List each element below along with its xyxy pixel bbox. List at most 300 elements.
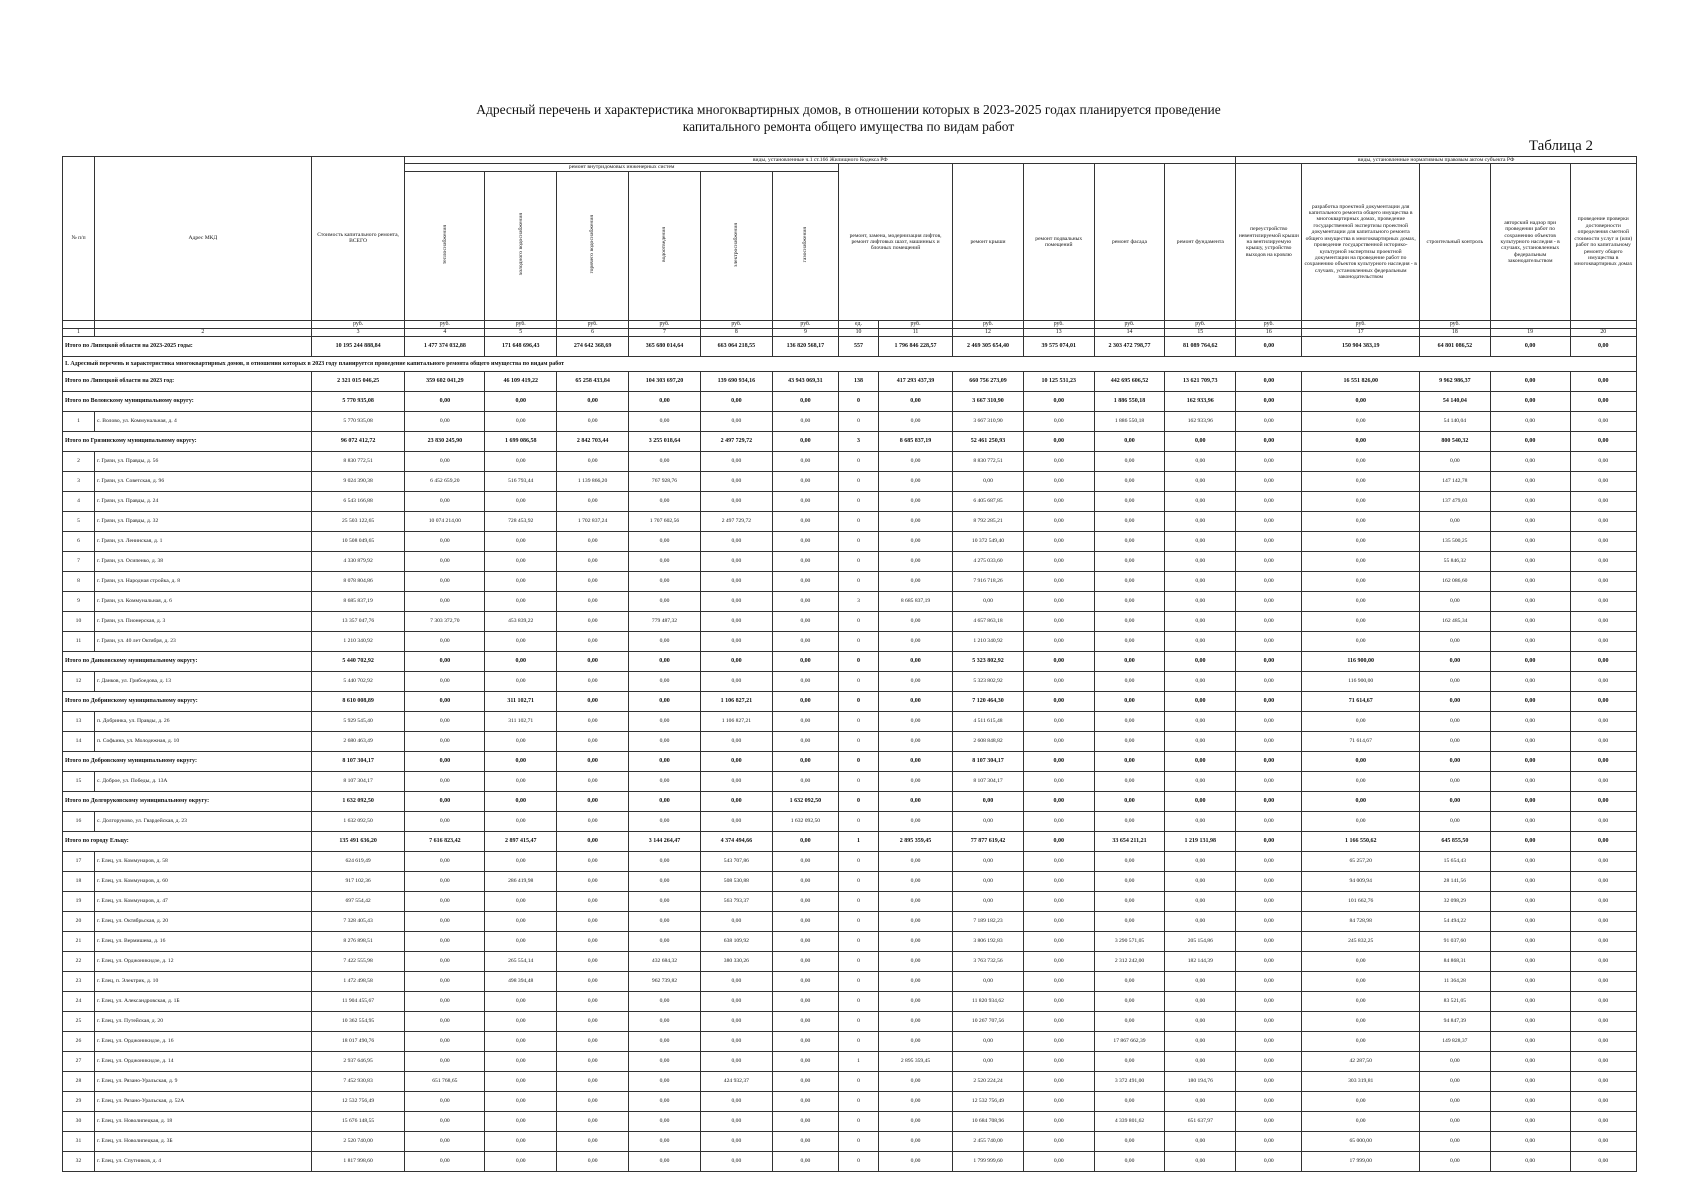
total-value: 150 904 383,19 [1302,336,1420,356]
row-value: 0,00 [557,531,629,551]
row-number: 16 [63,811,95,831]
row-value: 0,00 [1094,1011,1165,1031]
row-value: 42 287,50 [1302,1051,1420,1071]
row-value: 0,00 [1302,571,1420,591]
row-value: 0,00 [878,1071,952,1091]
total-value: 1 886 550,18 [1094,391,1165,411]
row-number: 14 [63,731,95,751]
row-value: 0,00 [1165,511,1236,531]
row-value: 265 554,14 [485,951,557,971]
row-value: 0,00 [1490,411,1570,431]
total-value: 0,00 [557,691,629,711]
row-value: 0,00 [700,1031,772,1051]
column-number-cell: 17 [1302,328,1420,336]
header-foundation: ремонт фундамента [1165,164,1236,320]
row-value: 15 654,43 [1419,851,1490,871]
row-value: 0,00 [1023,1151,1094,1171]
row-value: 0,00 [629,1011,701,1031]
total-value: 0,00 [1570,751,1636,771]
total-value: 3 667 310,90 [953,391,1024,411]
row-value: 1 702 837,24 [557,511,629,531]
total-value: 0,00 [878,751,952,771]
row-address: г. Елец, ул. Орджоникидзе, д. 12 [94,951,311,971]
row-value: 182 144,39 [1165,951,1236,971]
row-value: 0,00 [629,991,701,1011]
row-number: 18 [63,871,95,891]
row-value: 2 520 740,00 [311,1131,405,1151]
row-value: 0,00 [629,1131,701,1151]
row-value: 4 339 801,62 [1094,1111,1165,1131]
row-value: 0,00 [1570,871,1636,891]
column-number-cell: 6 [557,328,629,336]
row-value: 0,00 [1236,511,1302,531]
total-value: 2 895 359,45 [878,831,952,851]
total-value: 39 575 074,01 [1023,336,1094,356]
row-value: 0,00 [557,1111,629,1131]
table-row [63,771,1637,791]
row-value: 54 140,04 [1419,411,1490,431]
total-value: 0,00 [772,691,838,711]
row-value: 0,00 [700,991,772,1011]
row-value: 0,00 [1094,511,1165,531]
column-number-cell: 2 [94,328,311,336]
total-value: 0,00 [878,691,952,711]
row-value: 0,00 [1023,931,1094,951]
total-value: 0,00 [1490,336,1570,356]
unit-cell: руб. [878,320,952,328]
header-group-regional: виды, установленные нормативным правовым актом субъекта РФ [1236,157,1637,164]
total-value: 13 621 709,73 [1165,371,1236,391]
total-value: 2 303 472 798,77 [1094,336,1165,356]
row-value: 0,00 [700,1011,772,1031]
row-value: 0,00 [1165,871,1236,891]
row-value: 10 267 707,56 [953,1011,1024,1031]
total-value: 65 258 433,84 [557,371,629,391]
row-value: 0,00 [1165,631,1236,651]
row-value: 0,00 [700,471,772,491]
year-total-row [63,371,1637,391]
row-value: 10 074 214,00 [405,511,485,531]
total-value: 0,00 [1302,391,1420,411]
row-value: 0,00 [557,1071,629,1091]
row-address: г. Грязи, ул. Советская, д. 96 [94,471,311,491]
row-value: 0,00 [1302,771,1420,791]
total-value: 0,00 [1023,791,1094,811]
total-value: 138 [839,371,879,391]
row-value: 2 497 729,72 [700,511,772,531]
row-value: 0,00 [1570,611,1636,631]
total-value: 8 610 008,89 [311,691,405,711]
column-number-cell: 16 [1236,328,1302,336]
row-address: г. Елец, ул. Орджоникидзе, д. 16 [94,1031,311,1051]
row-value: 0,00 [1490,851,1570,871]
row-value: 0,00 [772,491,838,511]
total-value: 0,00 [1570,691,1636,711]
row-value: 0,00 [1023,471,1094,491]
row-value: 0,00 [1236,1151,1302,1171]
row-value: 4 330 879,92 [311,551,405,571]
row-address: г. Грязи, ул. Правды, д. 24 [94,491,311,511]
total-value: 0,00 [700,651,772,671]
row-value: 0,00 [878,811,952,831]
row-value: 0 [839,531,879,551]
row-number: 24 [63,991,95,1011]
total-value: 0,00 [557,831,629,851]
row-value: 0,00 [1236,1031,1302,1051]
row-value: 10 372 549,40 [953,531,1024,551]
row-value: 11 364,28 [1419,971,1490,991]
row-value: 0,00 [485,1051,557,1071]
total-value: 7 120 464,30 [953,691,1024,711]
row-value: 0,00 [557,771,629,791]
row-value: 0,00 [1490,731,1570,751]
row-address: г. Грязи, ул. Правды, д. 56 [94,451,311,471]
row-value: 0,00 [1236,571,1302,591]
row-value: 0,00 [1419,631,1490,651]
row-value: 0,00 [557,551,629,571]
total-value: 0,00 [405,391,485,411]
row-value: 0,00 [1165,1011,1236,1031]
row-value: 0,00 [629,711,701,731]
total-value: 1 796 846 228,57 [878,336,952,356]
row-value: 0,00 [700,571,772,591]
district-subtotal-row [63,391,1637,411]
row-value: 0,00 [1023,971,1094,991]
unit-cell [63,320,95,328]
row-value: 0,00 [1236,1131,1302,1151]
unit-cell: руб. [1094,320,1165,328]
total-value: 5 770 935,08 [311,391,405,411]
row-value: 0,00 [557,711,629,731]
row-number: 11 [63,631,95,651]
row-value: 245 832,25 [1302,931,1420,951]
row-value: 0,00 [878,711,952,731]
row-address: п. Софьина, ул. Молодежная, д. 10 [94,731,311,751]
row-value: 0,00 [405,931,485,951]
row-value: 0,00 [1236,671,1302,691]
row-value: 0 [839,471,879,491]
row-value: 0,00 [1570,1071,1636,1091]
total-value: 0,00 [1165,791,1236,811]
row-value: 0,00 [1023,951,1094,971]
row-value: 0,00 [1236,951,1302,971]
row-value: 0,00 [878,891,952,911]
header-hot-water: горячего водоснабжения [557,171,629,320]
row-value: 0,00 [1302,711,1420,731]
row-number: 12 [63,671,95,691]
row-value: 0,00 [1490,1011,1570,1031]
row-value: 0,00 [772,1011,838,1031]
row-value: 0,00 [1236,931,1302,951]
row-value: 0,00 [1023,711,1094,731]
row-value: 453 839,22 [485,611,557,631]
row-value: 0,00 [1570,471,1636,491]
total-value: 0,00 [1236,751,1302,771]
total-value: 0,00 [1236,336,1302,356]
row-value: 0,00 [1165,731,1236,751]
row-value: 0,00 [557,411,629,431]
total-value: 0,00 [557,751,629,771]
total-value: 0,00 [629,791,701,811]
row-value: 0,00 [878,731,952,751]
row-value: 0,00 [1570,1131,1636,1151]
total-value: 0,00 [485,391,557,411]
row-value: 7 328 405,43 [311,911,405,931]
row-value: 0,00 [629,591,701,611]
row-value: 0,00 [629,1091,701,1111]
row-value: 0,00 [405,411,485,431]
row-address: г. Елец, ул. Александровская, д. 1Б [94,991,311,1011]
row-value: 4 275 033,60 [953,551,1024,571]
row-value: 0,00 [1302,451,1420,471]
row-value: 0,00 [700,491,772,511]
row-value: 697 554,42 [311,891,405,911]
row-value: 1 210 340,92 [953,631,1024,651]
row-value: 0,00 [1570,771,1636,791]
total-value: 0,00 [1023,751,1094,771]
row-value: 0,00 [557,611,629,631]
row-number: 23 [63,971,95,991]
row-value: 0,00 [1302,411,1420,431]
total-label: Итого по Воловскому муниципальному округу: [63,391,312,411]
row-value: 0,00 [772,991,838,1011]
row-value: 0,00 [772,1151,838,1171]
total-value: 0,00 [485,791,557,811]
row-value: 0,00 [629,551,701,571]
row-number: 9 [63,591,95,611]
row-value: 0,00 [405,1091,485,1111]
total-value: 0 [839,651,879,671]
header-basement: ремонт подвальных помещений [1023,164,1094,320]
table-row [63,411,1637,431]
row-value: 0,00 [1570,591,1636,611]
table-row [63,471,1637,491]
row-value: 0,00 [1490,1031,1570,1051]
row-value: 0,00 [629,491,701,511]
row-value: 0,00 [557,571,629,591]
row-value: 1 [839,1051,879,1071]
row-value: 0,00 [405,951,485,971]
row-value: 0,00 [405,1151,485,1171]
row-value: 0,00 [772,911,838,931]
row-value: 0,00 [772,931,838,951]
row-value: 0,00 [953,811,1024,831]
unit-cell: руб. [1419,320,1490,328]
row-value: 91 037,60 [1419,931,1490,951]
row-address: г. Грязи, ул. 40 лет Октября, д. 23 [94,631,311,651]
table-row [63,851,1637,871]
total-value: 663 064 218,55 [700,336,772,356]
row-value: 0,00 [1570,1011,1636,1031]
total-value: 5 323 802,92 [953,651,1024,671]
row-value: 0,00 [1570,531,1636,551]
column-number-cell: 1 [63,328,95,336]
row-value: 0,00 [1490,611,1570,631]
row-value: 0,00 [953,871,1024,891]
row-value: 0,00 [629,1051,701,1071]
row-number: 15 [63,771,95,791]
row-value: 286 419,98 [485,871,557,891]
total-value: 0,00 [1165,751,1236,771]
row-value: 0,00 [700,531,772,551]
row-value: 0,00 [629,1111,701,1131]
row-value: 0,00 [1236,911,1302,931]
row-value: 10 362 554,95 [311,1011,405,1031]
row-value: 1 707 602,56 [629,511,701,531]
row-value: 6 405 687,85 [953,491,1024,511]
row-value: 0,00 [1165,611,1236,631]
total-value: 1 106 827,21 [700,691,772,711]
row-value: 0,00 [1094,871,1165,891]
unit-cell: руб. [1023,320,1094,328]
total-value: 0,00 [629,391,701,411]
header-drainage: водоотведения [629,171,701,320]
row-value: 0,00 [878,1111,952,1131]
row-value: 0,00 [1490,991,1570,1011]
row-value: 162 933,96 [1165,411,1236,431]
total-value: 5 440 702,92 [311,651,405,671]
row-number: 27 [63,1051,95,1071]
row-value: 0,00 [629,411,701,431]
total-value: 0,00 [1236,691,1302,711]
row-value: 0,00 [1165,811,1236,831]
row-value: 0,00 [700,411,772,431]
row-value: 0,00 [1490,571,1570,591]
row-value: 0,00 [878,991,952,1011]
total-value: 0,00 [700,391,772,411]
unit-cell [1570,320,1636,328]
row-value: 0 [839,971,879,991]
units-row [63,320,1637,328]
row-value: 7 303 372,70 [405,611,485,631]
total-value: 0,00 [1302,431,1420,451]
row-value: 0,00 [1570,1051,1636,1071]
total-value: 0,00 [557,791,629,811]
row-value: 0 [839,1151,879,1171]
row-value: 0,00 [878,511,952,531]
row-value: 0,00 [557,891,629,911]
row-value: 0,00 [485,491,557,511]
row-value: 0,00 [1570,671,1636,691]
total-value: 0,00 [772,651,838,671]
row-value: 0,00 [772,851,838,871]
row-value: 0,00 [1236,851,1302,871]
row-value: 0,00 [557,591,629,611]
total-value: 171 648 696,43 [485,336,557,356]
row-value: 0,00 [1094,571,1165,591]
row-value: 0,00 [878,631,952,651]
row-value: 15 676 148,55 [311,1111,405,1131]
row-value: 543 707,86 [700,851,772,871]
row-value: 0,00 [772,631,838,651]
total-value: 0,00 [1419,751,1490,771]
row-address: г. Грязи, ул. Коммунальная, д. 6 [94,591,311,611]
row-value: 0,00 [1023,1011,1094,1031]
column-number-cell: 3 [311,328,405,336]
unit-cell [94,320,311,328]
row-value: 0,00 [1302,611,1420,631]
total-value: 8 107 304,17 [953,751,1024,771]
total-value: 0,00 [1023,651,1094,671]
header-electricity: электроснабжения [700,171,772,320]
row-value: 10 508 049,65 [311,531,405,551]
row-value: 0,00 [878,851,952,871]
total-value: 0,00 [1023,431,1094,451]
total-value: 0,00 [1236,391,1302,411]
row-value: 0,00 [629,451,701,471]
row-value: 0,00 [1490,891,1570,911]
total-value: 359 602 041,29 [405,371,485,391]
row-value: 0,00 [1490,811,1570,831]
row-value: 0,00 [1419,711,1490,731]
row-value: 0,00 [405,891,485,911]
row-value: 0,00 [1236,531,1302,551]
row-value: 0,00 [1419,671,1490,691]
row-value: 2 680 463,49 [311,731,405,751]
row-value: 0 [839,1071,879,1091]
column-number-cell: 7 [629,328,701,336]
total-value: 116 900,00 [1302,651,1420,671]
table-row [63,1151,1637,1171]
row-value: 0,00 [485,531,557,551]
row-value: 0,00 [1570,991,1636,1011]
row-value: 962 739,82 [629,971,701,991]
row-value: 0,00 [1023,411,1094,431]
total-label: Итого по городу Ельцу: [63,831,312,851]
row-value: 0,00 [878,551,952,571]
total-value: 0,00 [629,691,701,711]
row-value: 1 139 866,20 [557,471,629,491]
row-value: 0,00 [1023,1051,1094,1071]
row-value: 0,00 [1236,711,1302,731]
row-value: 3 667 310,90 [953,411,1024,431]
row-address: с. Доброе, ул. Победы, д. 13А [94,771,311,791]
row-value: 0,00 [485,1011,557,1031]
row-value: 11 904 455,67 [311,991,405,1011]
row-value: 0,00 [485,1031,557,1051]
row-value: 0,00 [1165,471,1236,491]
header-engineering-systems: ремонт внутридомовых инженерных систем [405,164,839,171]
row-value: 0,00 [1490,591,1570,611]
row-value: 0,00 [1419,511,1490,531]
row-value: 9 024 390,38 [311,471,405,491]
row-value: 0,00 [1236,771,1302,791]
row-value: 0,00 [1570,1151,1636,1171]
row-value: 0,00 [1023,531,1094,551]
row-value: 0 [839,1091,879,1111]
row-value: 1 210 340,92 [311,631,405,651]
row-value: 0 [839,811,879,831]
row-value: 180 194,76 [1165,1071,1236,1091]
row-value: 638 109,92 [700,931,772,951]
row-value: 0,00 [1490,1091,1570,1111]
row-address: г. Елец, ул. Новолипецкая, д. 18 [94,1111,311,1131]
column-number-cell: 5 [485,328,557,336]
row-value: 0 [839,731,879,751]
row-value: 432 684,32 [629,951,701,971]
row-value: 0,00 [557,491,629,511]
row-value: 0 [839,611,879,631]
row-value: 0,00 [1490,451,1570,471]
row-value: 0,00 [700,591,772,611]
row-value: 0,00 [772,711,838,731]
total-value: 46 109 419,22 [485,371,557,391]
row-value: 0,00 [485,551,557,571]
total-value: 0,00 [405,751,485,771]
row-value: 0,00 [1570,811,1636,831]
row-value: 0,00 [700,551,772,571]
row-value: 0,00 [1490,551,1570,571]
